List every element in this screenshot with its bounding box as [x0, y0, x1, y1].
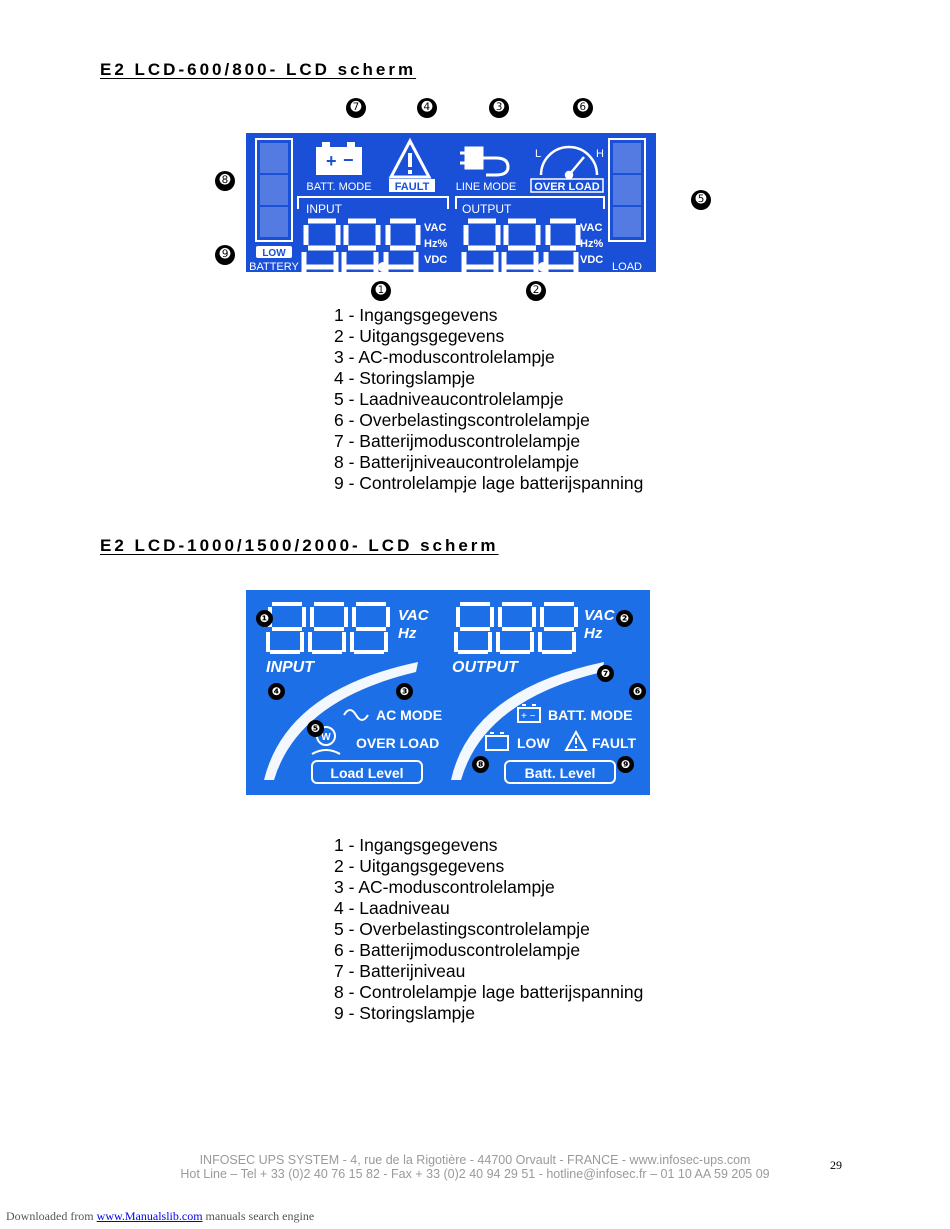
ac-mode-label: AC MODE [376, 707, 443, 723]
legend-item: 8 - Batterijniveaucontrolelampje [334, 452, 580, 472]
svg-text:+: + [326, 151, 337, 171]
legend-item: 6 - Overbelastingscontrolelampje [334, 410, 590, 430]
input-hz-unit: Hz [398, 625, 417, 642]
download-prefix: Downloaded from [6, 1209, 94, 1223]
input-vac-unit: VAC [398, 607, 429, 624]
callout-8: ➑ [215, 171, 235, 191]
legend-item: 5 - Overbelastingscontrolelampje [334, 919, 590, 939]
lcd-panel-large [246, 590, 650, 795]
gauge-icon [541, 147, 597, 178]
warning-triangle-icon [566, 732, 586, 750]
input-vdc-unit: VDC [424, 254, 448, 266]
w-label: W [321, 732, 331, 743]
section2-legend [334, 835, 643, 1024]
line-mode-label: LINE MODE [455, 181, 517, 193]
plug-icon [460, 148, 508, 175]
input-label: INPUT [266, 659, 314, 676]
fault-label: FAULT [394, 181, 430, 193]
callout-7: ➐ [346, 98, 366, 118]
callout-6: ➏ [573, 98, 593, 118]
section1-heading: E2 LCD-600/800- LCD scherm [100, 60, 417, 79]
callout-8: ❽ [472, 756, 489, 773]
legend-item: 8 - Controlelampje lage batterijspanning [334, 982, 644, 1002]
output-vac-unit: VAC [580, 222, 603, 234]
callout-5: ➎ [691, 190, 711, 210]
warning-triangle-icon [391, 141, 429, 177]
gauge-high-label: H [596, 148, 604, 160]
battery-label: BATTERY [249, 261, 299, 272]
input-digits [268, 604, 388, 652]
svg-text:+ −: + − [521, 711, 536, 722]
callout-2: ➋ [526, 281, 546, 301]
battery-level-bar [256, 139, 292, 241]
legend-item: 9 - Storingslampje [334, 1003, 476, 1023]
fault-label: FAULT [592, 735, 637, 751]
download-suffix: manuals search engine [202, 1209, 315, 1223]
input-digits [304, 221, 418, 272]
legend-item: 6 - Batterijmoduscontrolelampje [334, 940, 581, 960]
page-number: 29 [830, 1158, 842, 1172]
output-hz-unit: Hz% [580, 238, 604, 250]
footer-address: INFOSEC UPS SYSTEM - 4, rue de la Rigotière - 44700 Orvault - FRANCE - www.infosec-ups.com [199, 1153, 751, 1167]
callout-3: ❸ [396, 683, 413, 700]
output-label: OUTPUT [452, 659, 518, 676]
legend-item: 1 - Ingangsgegevens [334, 305, 498, 325]
output-digits [464, 221, 578, 272]
callout-7: ❼ [597, 665, 614, 682]
output-hz-unit: Hz [584, 625, 603, 642]
low-battery-icon [486, 733, 508, 750]
load-level-label: Load Level [330, 765, 404, 781]
download-notice [6, 1209, 314, 1224]
legend-item: 7 - Batterijniveau [334, 961, 466, 981]
section2-heading: E2 LCD-1000/1500/2000- LCD scherm [100, 536, 499, 555]
footer-hotline: Hot Line – Tel + 33 (0)2 40 76 15 82 - Fax + 33 (0)2 40 94 29 51 - hotline@infosec.fr – 01 10 AA 59 205 09 [180, 1167, 770, 1181]
gauge-low-label: L [535, 148, 542, 160]
batt-mode-label: BATT. MODE [306, 181, 372, 193]
load-label: LOAD [612, 261, 642, 272]
over-load-label: OVER LOAD [356, 735, 440, 751]
low-label: LOW [517, 735, 550, 751]
legend-item: 4 - Laadniveau [334, 898, 450, 918]
output-digits [456, 604, 576, 652]
input-hz-unit: Hz% [424, 238, 448, 250]
over-load-label: OVER LOAD [534, 181, 600, 193]
output-label: OUTPUT [462, 202, 512, 216]
callout-9: ➒ [215, 245, 235, 265]
callout-9: ❾ [617, 756, 634, 773]
legend-item: 9 - Controlelampje lage batterijspanning [334, 473, 644, 493]
callout-5: ❺ [307, 720, 324, 737]
callout-4: ➍ [417, 98, 437, 118]
manualslib-link[interactable]: www.Manualslib.com [96, 1209, 203, 1223]
load-level-bar [609, 139, 645, 241]
batt-mode-label: BATT. MODE [548, 707, 633, 723]
legend-item: 7 - Batterijmoduscontrolelampje [334, 431, 581, 451]
legend-item: 3 - AC-moduscontrolelampje [334, 877, 555, 897]
legend-item: 2 - Uitgangsgegevens [334, 326, 505, 346]
legend-item: 1 - Ingangsgegevens [334, 835, 498, 855]
battery-icon [518, 705, 540, 722]
callout-1: ❶ [256, 610, 273, 627]
lcd-panel-small [246, 133, 656, 272]
output-vdc-unit: VDC [580, 254, 604, 266]
callout-2: ❷ [616, 610, 633, 627]
output-vac-unit: VAC [584, 607, 615, 624]
legend-item: 5 - Laadniveaucontrolelampje [334, 389, 564, 409]
callout-6: ❻ [629, 683, 646, 700]
section1-legend [334, 305, 643, 494]
input-vac-unit: VAC [424, 222, 447, 234]
sine-wave-icon [344, 710, 368, 720]
input-label: INPUT [306, 202, 342, 216]
callout-4: ❹ [268, 683, 285, 700]
legend-item: 3 - AC-moduscontrolelampje [334, 347, 555, 367]
batt-level-label: Batt. Level [524, 765, 596, 781]
svg-text:−: − [343, 150, 354, 170]
callout-1: ➊ [371, 281, 391, 301]
legend-item: 4 - Storingslampje [334, 368, 476, 388]
battery-icon [316, 142, 362, 175]
low-label: LOW [262, 248, 286, 259]
callout-3: ➌ [489, 98, 509, 118]
legend-item: 2 - Uitgangsgegevens [334, 856, 505, 876]
